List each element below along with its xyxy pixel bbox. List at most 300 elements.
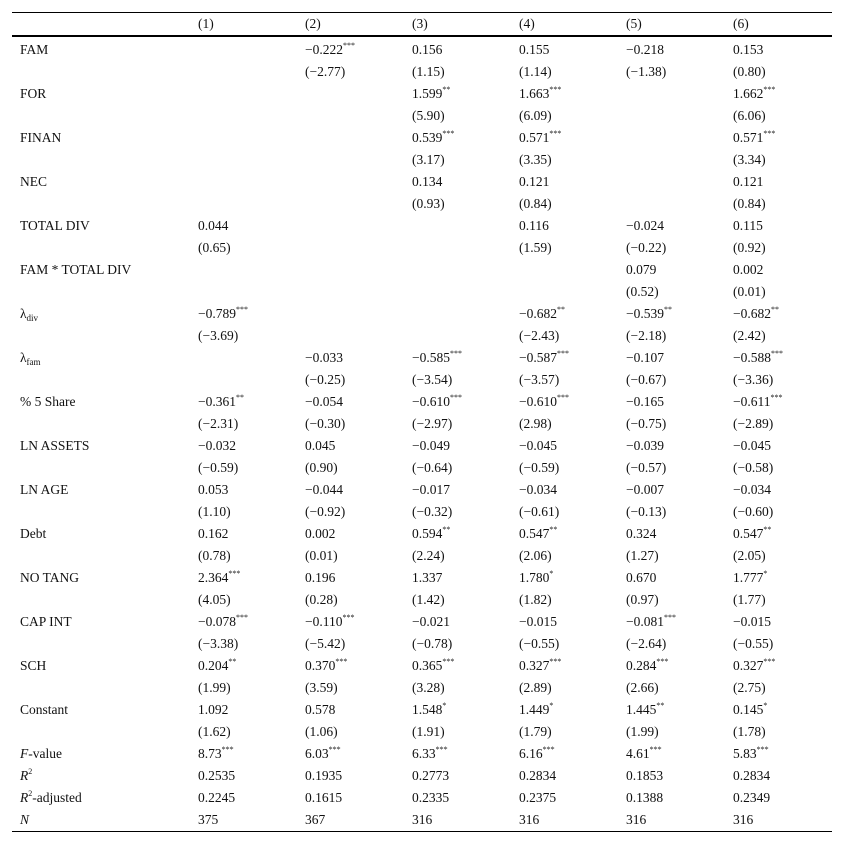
- significance-stars: ***: [542, 745, 555, 754]
- cell-value: 2.364: [198, 570, 229, 585]
- table-cell: [297, 567, 404, 589]
- header-cell: (3): [404, 13, 511, 37]
- table-cell: [404, 391, 511, 413]
- table-cell: [190, 171, 297, 193]
- table-cell: [511, 809, 618, 832]
- table-row: [12, 325, 832, 347]
- table-cell: [725, 523, 832, 545]
- table-cell: [618, 699, 725, 721]
- t-statistic: [190, 369, 297, 391]
- row-label: [12, 193, 190, 215]
- row-label: [12, 149, 190, 171]
- t-statistic: (0.01): [305, 548, 338, 563]
- table-row: [12, 413, 832, 435]
- table-cell: [725, 699, 832, 721]
- table-cell: [404, 36, 511, 61]
- table-cell: [297, 655, 404, 677]
- cell-value: 375: [198, 812, 219, 827]
- cell-value: 0.571: [733, 130, 764, 145]
- table-cell: [618, 259, 725, 281]
- t-statistic: (1.15): [412, 64, 445, 79]
- table-row: [12, 105, 832, 127]
- t-statistic: (−0.92): [305, 504, 346, 519]
- cell-value: 0.670: [626, 570, 657, 585]
- t-statistic: (6.06): [733, 108, 766, 123]
- table-row: [12, 523, 832, 545]
- t-statistic: (−2.18): [626, 328, 667, 343]
- stat-symbol-superscript: 2: [28, 767, 33, 776]
- row-label: [12, 655, 190, 677]
- t-statistic: (−0.61): [519, 504, 560, 519]
- significance-stars: **: [771, 305, 779, 314]
- header-cell: (2): [297, 13, 404, 37]
- t-statistic: (−0.32): [412, 504, 453, 519]
- row-label: [12, 127, 190, 149]
- t-statistic: (0.90): [305, 460, 338, 475]
- cell-value: −0.024: [626, 218, 664, 233]
- table-cell: [190, 215, 297, 237]
- table-cell: [618, 655, 725, 677]
- regression-table: [12, 12, 832, 832]
- header-cell: [12, 13, 190, 37]
- t-statistic: (−2.64): [626, 636, 667, 651]
- table-cell: [618, 83, 725, 105]
- table-cell: [511, 36, 618, 61]
- cell-value: −0.034: [733, 482, 771, 497]
- cell-value: −0.165: [626, 394, 664, 409]
- table-cell: [297, 83, 404, 105]
- table-row: [12, 721, 832, 743]
- table-cell: [618, 391, 725, 413]
- table-cell: [404, 765, 511, 787]
- cell-value: 6.03: [305, 746, 329, 761]
- significance-stars: ***: [442, 129, 455, 138]
- table-row: [12, 435, 832, 457]
- t-statistic: (−3.38): [198, 636, 239, 651]
- table-cell: [618, 215, 725, 237]
- table-cell: [297, 523, 404, 545]
- t-statistic: (1.91): [412, 724, 445, 739]
- row-label: [12, 501, 190, 523]
- significance-stars: *: [763, 701, 768, 710]
- cell-value: 0.539: [412, 130, 443, 145]
- t-statistic: (2.66): [626, 680, 659, 695]
- table-cell: [618, 523, 725, 545]
- table-cell: [618, 36, 725, 61]
- table-cell: [511, 523, 618, 545]
- table-cell: [190, 699, 297, 721]
- table-cell: [190, 787, 297, 809]
- row-label-text: % 5 Share: [20, 394, 76, 409]
- t-statistic: (3.35): [519, 152, 552, 167]
- t-statistic: [190, 105, 297, 127]
- significance-stars: *: [549, 569, 554, 578]
- t-statistic: [404, 237, 511, 259]
- t-statistic: (−2.31): [198, 416, 239, 431]
- cell-value: 0.547: [519, 526, 550, 541]
- t-statistic: [190, 61, 297, 83]
- cell-value: 1.663: [519, 86, 550, 101]
- t-statistic: (1.42): [412, 592, 445, 607]
- cell-value: 0.1935: [305, 768, 343, 783]
- table-cell: [404, 743, 511, 765]
- row-label-subscript: div: [26, 313, 39, 323]
- t-statistic: (2.89): [519, 680, 552, 695]
- t-statistic: (−3.36): [733, 372, 774, 387]
- table-cell: [297, 259, 404, 281]
- table-cell: [297, 809, 404, 832]
- cell-value: −0.682: [519, 306, 557, 321]
- table-cell: [511, 303, 618, 325]
- significance-stars: **: [656, 701, 665, 710]
- t-statistic: [618, 149, 725, 171]
- cell-value: 0.156: [412, 42, 443, 57]
- table-row: [12, 809, 832, 832]
- table-cell: [297, 699, 404, 721]
- t-statistic: (1.27): [626, 548, 659, 563]
- t-statistic: (−0.59): [519, 460, 560, 475]
- t-statistic: (−0.55): [519, 636, 560, 651]
- table-row: [12, 479, 832, 501]
- stat-symbol: R: [20, 768, 29, 783]
- table-row: [12, 765, 832, 787]
- row-label: [12, 171, 190, 193]
- t-statistic: (−3.54): [412, 372, 453, 387]
- cell-value: −0.789: [198, 306, 236, 321]
- cell-value: −0.007: [626, 482, 664, 497]
- cell-value: −0.110: [305, 614, 343, 629]
- table-cell: [404, 611, 511, 633]
- table-cell: [404, 523, 511, 545]
- row-label: [12, 105, 190, 127]
- table-row: [12, 677, 832, 699]
- t-statistic: (1.77): [733, 592, 766, 607]
- t-statistic: [190, 281, 297, 303]
- table-cell: [511, 127, 618, 149]
- cell-value: −0.021: [412, 614, 450, 629]
- cell-value: −0.032: [198, 438, 236, 453]
- significance-stars: ***: [450, 393, 462, 402]
- cell-value: 316: [412, 812, 433, 827]
- table-row: [12, 611, 832, 633]
- significance-stars: ***: [236, 613, 248, 622]
- table-row: [12, 699, 832, 721]
- table-row: [12, 171, 832, 193]
- table-row: [12, 589, 832, 611]
- row-label: [12, 787, 190, 809]
- t-statistic: (−2.43): [519, 328, 560, 343]
- row-label-text: FAM: [20, 42, 49, 57]
- table-cell: [404, 83, 511, 105]
- table-body: [12, 36, 832, 832]
- cell-value: 0.116: [519, 218, 549, 233]
- t-statistic: (3.28): [412, 680, 445, 695]
- row-label: [12, 36, 190, 61]
- t-statistic: (1.06): [305, 724, 338, 739]
- table-cell: [511, 655, 618, 677]
- row-label-text: Debt: [20, 526, 47, 541]
- table-cell: [297, 215, 404, 237]
- cell-value: 1.599: [412, 86, 443, 101]
- table-cell: [404, 567, 511, 589]
- cell-value: 0.115: [733, 218, 763, 233]
- significance-stars: **: [442, 85, 451, 94]
- table-row: [12, 391, 832, 413]
- cell-value: 8.73: [198, 746, 222, 761]
- cell-value: 0.547: [733, 526, 764, 541]
- row-label: [12, 83, 190, 105]
- significance-stars: ***: [549, 85, 562, 94]
- t-statistic: [297, 325, 404, 347]
- table-cell: [511, 83, 618, 105]
- stat-symbol-superscript: 2: [28, 789, 33, 798]
- row-label: [12, 435, 190, 457]
- cell-value: −0.081: [626, 614, 664, 629]
- row-label: [12, 215, 190, 237]
- significance-stars: **: [442, 525, 451, 534]
- significance-stars: ***: [236, 305, 248, 314]
- table-row: [12, 567, 832, 589]
- table-cell: [725, 611, 832, 633]
- t-statistic: [511, 281, 618, 303]
- table-cell: [511, 171, 618, 193]
- row-label: [12, 545, 190, 567]
- cell-value: 316: [733, 812, 754, 827]
- cell-value: 0.327: [733, 658, 764, 673]
- t-statistic: [190, 149, 297, 171]
- table-row: [12, 215, 832, 237]
- t-statistic: [618, 105, 725, 127]
- table-cell: [725, 83, 832, 105]
- header-cell: (6): [725, 13, 832, 37]
- cell-value: 316: [519, 812, 540, 827]
- cell-value: 0.1388: [626, 790, 664, 805]
- table-cell: [190, 611, 297, 633]
- cell-value: 0.121: [733, 174, 764, 189]
- cell-value: −0.361: [198, 394, 236, 409]
- t-statistic: (−2.77): [305, 64, 346, 79]
- significance-stars: ***: [442, 657, 455, 666]
- table-row: [12, 347, 832, 369]
- row-label: [12, 721, 190, 743]
- header-cell: (1): [190, 13, 297, 37]
- cell-value: 0.2375: [519, 790, 557, 805]
- cell-value: 0.2535: [198, 768, 236, 783]
- row-label-text: NEC: [20, 174, 47, 189]
- cell-value: −0.033: [305, 350, 343, 365]
- cell-value: 0.1853: [626, 768, 664, 783]
- row-label-text: LN ASSETS: [20, 438, 90, 453]
- table-cell: [618, 743, 725, 765]
- cell-value: 0.578: [305, 702, 336, 717]
- significance-stars: ***: [328, 745, 341, 754]
- cell-value: −0.611: [733, 394, 771, 409]
- table-cell: [297, 435, 404, 457]
- table-cell: [511, 567, 618, 589]
- table-row: [12, 457, 832, 479]
- cell-value: −0.049: [412, 438, 450, 453]
- row-label: [12, 765, 190, 787]
- significance-stars: ***: [342, 613, 355, 622]
- t-statistic: [297, 149, 404, 171]
- table-cell: [190, 655, 297, 677]
- table-cell: [725, 567, 832, 589]
- row-label-text: CAP INT: [20, 614, 72, 629]
- row-label-text: λ: [20, 350, 27, 365]
- table-cell: [190, 303, 297, 325]
- cell-value: 367: [305, 812, 326, 827]
- row-label: [12, 413, 190, 435]
- cell-value: 0.2834: [519, 768, 557, 783]
- table-cell: [725, 347, 832, 369]
- stat-symbol: F: [20, 746, 29, 761]
- significance-stars: *: [549, 701, 554, 710]
- cell-value: 0.204: [198, 658, 229, 673]
- t-statistic: (−3.69): [198, 328, 239, 343]
- significance-stars: ***: [228, 569, 241, 578]
- significance-stars: ***: [557, 393, 569, 402]
- t-statistic: (−0.30): [305, 416, 346, 431]
- t-statistic: (0.80): [733, 64, 766, 79]
- row-label: [12, 61, 190, 83]
- row-label: [12, 699, 190, 721]
- cell-value: 1.092: [198, 702, 229, 717]
- cell-value: −0.044: [305, 482, 343, 497]
- table-cell: [725, 809, 832, 832]
- table-cell: [404, 655, 511, 677]
- cell-value: −0.045: [733, 438, 771, 453]
- table-row: [12, 281, 832, 303]
- t-statistic: (1.99): [198, 680, 231, 695]
- t-statistic: (−0.22): [626, 240, 667, 255]
- table-cell: [511, 215, 618, 237]
- t-statistic: (1.99): [626, 724, 659, 739]
- table-cell: [190, 391, 297, 413]
- cell-value: −0.585: [412, 350, 450, 365]
- significance-stars: ***: [763, 657, 776, 666]
- table-cell: [618, 567, 725, 589]
- table-row: [12, 83, 832, 105]
- table-cell: [511, 743, 618, 765]
- t-statistic: (2.24): [412, 548, 445, 563]
- row-label: [12, 369, 190, 391]
- t-statistic: (2.06): [519, 548, 552, 563]
- significance-stars: **: [236, 393, 244, 402]
- table-cell: [725, 215, 832, 237]
- table-cell: [190, 765, 297, 787]
- table-cell: [297, 127, 404, 149]
- table-cell: [404, 699, 511, 721]
- significance-stars: ***: [656, 657, 669, 666]
- cell-value: 4.61: [626, 746, 650, 761]
- table-cell: [725, 765, 832, 787]
- cell-value: 5.83: [733, 746, 757, 761]
- table-cell: [511, 611, 618, 633]
- table-cell: [404, 303, 511, 325]
- significance-stars: **: [228, 657, 237, 666]
- table-cell: [297, 347, 404, 369]
- row-label: [12, 237, 190, 259]
- significance-stars: ***: [343, 41, 355, 50]
- t-statistic: (0.97): [626, 592, 659, 607]
- t-statistic: (−2.89): [733, 416, 774, 431]
- cell-value: −0.218: [626, 42, 664, 57]
- cell-value: −0.610: [519, 394, 557, 409]
- table-cell: [297, 765, 404, 787]
- cell-value: 0.196: [305, 570, 336, 585]
- cell-value: −0.610: [412, 394, 450, 409]
- table-cell: [297, 36, 404, 61]
- significance-stars: ***: [435, 745, 448, 754]
- stat-symbol: N: [20, 812, 30, 827]
- significance-stars: ***: [335, 657, 348, 666]
- significance-stars: *: [763, 569, 768, 578]
- t-statistic: (0.28): [305, 592, 338, 607]
- significance-stars: ***: [664, 613, 676, 622]
- row-label-text: TOTAL DIV: [20, 218, 90, 233]
- significance-stars: ***: [756, 745, 769, 754]
- t-statistic: (−0.55): [733, 636, 774, 651]
- cell-value: 0.327: [519, 658, 550, 673]
- table-row: [12, 127, 832, 149]
- row-label: [12, 677, 190, 699]
- t-statistic: (2.75): [733, 680, 766, 695]
- table-cell: [618, 787, 725, 809]
- table-cell: [297, 479, 404, 501]
- table-cell: [404, 435, 511, 457]
- row-label: [12, 303, 190, 325]
- row-label-text: FINAN: [20, 130, 62, 145]
- row-label-text: SCH: [20, 658, 47, 673]
- table-cell: [618, 765, 725, 787]
- t-statistic: [618, 193, 725, 215]
- t-statistic: (5.90): [412, 108, 445, 123]
- significance-stars: **: [549, 525, 558, 534]
- cell-value: −0.682: [733, 306, 771, 321]
- table-cell: [511, 259, 618, 281]
- significance-stars: *: [442, 701, 447, 710]
- significance-stars: ***: [557, 349, 569, 358]
- cell-value: 316: [626, 812, 647, 827]
- t-statistic: (0.92): [733, 240, 766, 255]
- stat-label-suffix: -adjusted: [32, 790, 82, 805]
- table-cell: [404, 809, 511, 832]
- significance-stars: **: [664, 305, 672, 314]
- table-cell: [404, 215, 511, 237]
- t-statistic: (−5.42): [305, 636, 346, 651]
- cell-value: 1.662: [733, 86, 764, 101]
- significance-stars: ***: [450, 349, 462, 358]
- table-cell: [725, 787, 832, 809]
- t-statistic: (−1.38): [626, 64, 667, 79]
- t-statistic: (0.84): [519, 196, 552, 211]
- row-label-text: NO TANG: [20, 570, 80, 585]
- table-cell: [190, 83, 297, 105]
- t-statistic: (−3.57): [519, 372, 560, 387]
- cell-value: 0.134: [412, 174, 443, 189]
- row-label: [12, 611, 190, 633]
- row-label-text: FOR: [20, 86, 47, 101]
- cell-value: 0.2834: [733, 768, 771, 783]
- t-statistic: (1.79): [519, 724, 552, 739]
- table-cell: [190, 435, 297, 457]
- cell-value: 0.365: [412, 658, 443, 673]
- cell-value: −0.222: [305, 42, 343, 57]
- table-cell: [511, 391, 618, 413]
- cell-value: 0.155: [519, 42, 550, 57]
- row-label: [12, 325, 190, 347]
- table-row: [12, 61, 832, 83]
